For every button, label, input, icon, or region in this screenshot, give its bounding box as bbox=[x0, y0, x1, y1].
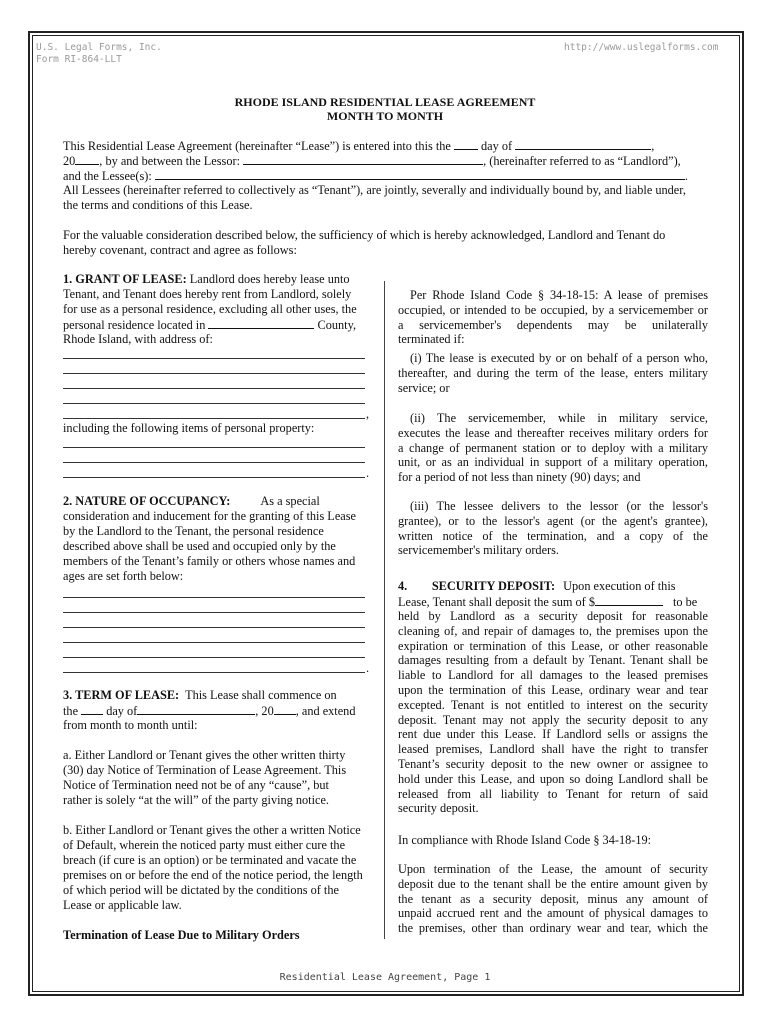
section-4-body-line: cleaning of, and repair of damages to, the premises upon the bbox=[398, 623, 708, 638]
section-1-line-2: Tenant, and Tenant does hereby rent from Landlord, solely bbox=[63, 287, 352, 301]
section-4-body-line: released from all liability to Tenant for return of said bbox=[398, 786, 708, 801]
consideration-line-2: hereby covenant, contract and agree as follows: bbox=[63, 243, 297, 257]
section-1-line-1: 1. GRANT OF LEASE: Landlord does hereby lease unto bbox=[63, 272, 350, 286]
section-2-line-6: ages are set forth below: bbox=[63, 569, 184, 583]
section-3-heading: 3. TERM OF LEASE: bbox=[63, 688, 180, 702]
occupant-line[interactable] bbox=[63, 657, 365, 658]
intro-line-1: This Residential Lease Agreement (hereinafter “Lease”) is entered into this the day of , bbox=[63, 139, 655, 153]
section-4-body-line: held by Landlord as a security deposit for reasonable bbox=[398, 609, 708, 623]
section-1-line-5: Rhode Island, with address of: bbox=[63, 332, 213, 346]
address-line[interactable] bbox=[63, 358, 365, 359]
deposit-amount-blank[interactable] bbox=[595, 594, 663, 606]
option-a-line-2: (30) day Notice of Termination of Lease Agreement. This bbox=[63, 763, 347, 777]
section-2-line-3: by the Landlord to the Tenant, the personal residence bbox=[63, 524, 324, 538]
compliance-note: In compliance with Rhode Island Code § 34-18-19: bbox=[398, 833, 652, 847]
option-a-line-4: rather is solely “at the will” of the party giving notice. bbox=[63, 793, 330, 807]
option-b-line-4: premises on or before the end of the notice period, the length bbox=[63, 868, 363, 882]
military-paragraph-line: a servicemember's dependents may be unilaterally bbox=[398, 317, 708, 332]
address-comma: , bbox=[366, 407, 370, 421]
county-blank[interactable] bbox=[208, 317, 314, 329]
section-2-line-4: described above shall be used and occupied only by the bbox=[63, 539, 336, 553]
option-b-line-6: Lease or applicable law. bbox=[63, 898, 182, 912]
section-4-body-line: upon the termination of this Lease, ordinary wear and tear bbox=[398, 683, 708, 697]
section-1-line-6: including the following items of personal property: bbox=[63, 421, 315, 435]
section-2-line-2: consideration and inducement for the granting of this Lease bbox=[63, 509, 356, 523]
intro-line-4: All Lessees (hereinafter referred to collectively as “Tenant”), are jointly, severally and individually bound by, and liable under, bbox=[63, 183, 686, 197]
security-termination-line: deposit due to the tenant shall be the entire amount given by bbox=[398, 876, 708, 891]
address-line[interactable] bbox=[63, 418, 365, 419]
section-4-body-line: rent due under this Lease. If Landlord sells or assigns the bbox=[398, 727, 708, 742]
intro-line-2: 20 , by and between the Lessor: , (hereinafter referred to as “Landlord”), bbox=[63, 154, 681, 168]
property-line[interactable] bbox=[63, 447, 365, 448]
intro-line-3: and the Lessee(s): . bbox=[63, 169, 688, 183]
military-clause-i-line: service; or bbox=[398, 380, 450, 395]
section-1-heading: 1. GRANT OF LEASE: bbox=[63, 272, 187, 286]
occupant-line[interactable] bbox=[63, 627, 365, 628]
section-4-body-line: security deposit. bbox=[398, 801, 479, 816]
option-b-line-3: breach (if cure is an option) or be terminated and vacate the bbox=[63, 853, 357, 867]
security-termination-line: the premises, other than ordinary wear and tear, which the bbox=[398, 921, 708, 936]
document-title: RHODE ISLAND RESIDENTIAL LEASE AGREEMENT bbox=[234, 95, 536, 109]
occupant-period: . bbox=[366, 661, 370, 675]
occupant-line[interactable] bbox=[63, 672, 365, 673]
occupant-line[interactable] bbox=[63, 597, 365, 598]
property-line[interactable] bbox=[63, 462, 365, 463]
military-clause-iii-line: (iii) The lessee delivers to the lessor (or the lessor's bbox=[410, 499, 708, 513]
military-clause-ii-line: unit, or as an individual in support of a military operation, bbox=[398, 455, 708, 470]
section-4-body-line: leased premises, Landlord shall have the right to transfer bbox=[398, 742, 708, 757]
security-termination-line: unpaid accrued rent and the amount of physical damages to bbox=[398, 906, 708, 921]
section-3-line-3: from month to month until: bbox=[63, 718, 198, 732]
section-2-heading: 2. NATURE OF OCCUPANCY: bbox=[63, 494, 231, 508]
consideration-line-1: For the valuable consideration described below, the sufficiency of which is hereby acknowledged, Landlord and Tenant do bbox=[63, 228, 666, 242]
military-paragraph-line: Per Rhode Island Code § 34-18-15: A lease of premises bbox=[410, 288, 708, 302]
occupant-line[interactable] bbox=[63, 642, 365, 643]
military-clause-ii-line: for a period of not less than ninety (90) days; and bbox=[398, 470, 641, 485]
property-period: . bbox=[366, 466, 370, 480]
military-clause-iii-line: written notice of the termination, and a copy of the bbox=[398, 528, 708, 543]
option-b-line-1: b. Either Landlord or Tenant gives the other a written Notice bbox=[63, 823, 361, 837]
military-clause-ii-line: (ii) The servicemember, while in military service, bbox=[410, 411, 708, 425]
column-separator bbox=[384, 281, 385, 939]
section-4-body-line: hold under this Lease, and upon so doing Landlord shall be bbox=[398, 771, 708, 786]
header-url: http://www.uslegalforms.com bbox=[564, 42, 719, 53]
month-blank[interactable] bbox=[515, 138, 651, 150]
military-clause-i-line: thereafter, and during the term of the lease, enters military bbox=[398, 365, 708, 380]
commence-month-blank[interactable] bbox=[137, 703, 255, 715]
military-clause-i-line: (i) The lease is executed by or on behalf of a person who, bbox=[410, 351, 708, 365]
header-company: U.S. Legal Forms, Inc. bbox=[36, 42, 162, 53]
section-1-line-4: personal residence located in County, bbox=[63, 318, 357, 332]
section-4-body-line: liable to Landlord for all damages to the leased premises bbox=[398, 668, 708, 683]
section-4-body-line: excepted. Tenant is not entitled to interest on the security bbox=[398, 697, 708, 712]
commence-year-blank[interactable] bbox=[274, 703, 296, 715]
section-4-body-line: damages resulting from a default by Tenant. Tenant shall be bbox=[398, 653, 708, 668]
section-2-line-1: 2. NATURE OF OCCUPANCY: As a special bbox=[63, 494, 320, 508]
military-paragraph-line: occupied, or intended to be occupied, by a servicemember or bbox=[398, 302, 708, 317]
address-line[interactable] bbox=[63, 388, 365, 389]
address-line[interactable] bbox=[63, 373, 365, 374]
section-4-line-1: 4. SECURITY DEPOSIT: Upon execution of this bbox=[398, 579, 676, 593]
security-termination-line: the tenant as a security deposit, minus any amount of bbox=[398, 891, 708, 906]
military-heading: Termination of Lease Due to Military Orders bbox=[63, 928, 300, 942]
section-3-line-2: the day of , 20 , and extend bbox=[63, 704, 356, 718]
header-form-id: Form RI-864-LLT bbox=[36, 54, 122, 65]
option-b-line-5: of which period will be dictated by the conditions of the bbox=[63, 883, 339, 897]
section-4-line-2: Lease, Tenant shall deposit the sum of $ to be bbox=[398, 595, 698, 609]
military-paragraph-line: terminated if: bbox=[398, 332, 465, 347]
military-clause-iii-line: grantee), or to the lessor's agent (or the agent's grantee), bbox=[398, 513, 708, 528]
commence-day-blank[interactable] bbox=[81, 703, 103, 715]
lessor-blank[interactable] bbox=[243, 153, 483, 165]
option-a-line-3: Notice of Termination need not be of any “cause”, but bbox=[63, 778, 329, 792]
section-4-body-line: expiration or termination of this Lease, or other reasonable bbox=[398, 638, 708, 653]
option-a-line-1: a. Either Landlord or Tenant gives the other written thirty bbox=[63, 748, 346, 762]
security-termination-line: Upon termination of the Lease, the amount of security bbox=[398, 862, 708, 876]
section-1-line-3: for use as a personal residence, excluding all other uses, the bbox=[63, 302, 357, 316]
page-footer: Residential Lease Agreement, Page 1 bbox=[279, 972, 491, 983]
section-4-heading: 4. SECURITY DEPOSIT: bbox=[398, 579, 556, 593]
section-4-body-line: Tenant’s security deposit to the new owner or assignee to bbox=[398, 757, 708, 771]
lessee-blank[interactable] bbox=[155, 168, 685, 180]
property-line[interactable] bbox=[63, 477, 365, 478]
option-b-line-2: of Default, wherein the noticed party must either cure the bbox=[63, 838, 346, 852]
military-clause-iii-line: servicemember's military orders. bbox=[398, 543, 559, 558]
document-subtitle: MONTH TO MONTH bbox=[326, 109, 444, 123]
military-clause-ii-line: a change of permanent station or to deploy with a military bbox=[398, 440, 708, 455]
day-blank[interactable] bbox=[454, 138, 478, 150]
address-line[interactable] bbox=[63, 403, 365, 404]
intro-line-5: the terms and conditions of this Lease. bbox=[63, 198, 253, 212]
occupant-line[interactable] bbox=[63, 612, 365, 613]
section-3-line-1: 3. TERM OF LEASE: This Lease shall commence on bbox=[63, 688, 337, 702]
military-clause-ii-line: executes the lease and thereafter receives military orders for bbox=[398, 425, 708, 440]
section-2-line-5: members of the Tenant’s family or others whose names and bbox=[63, 554, 356, 568]
section-4-body-line: deposit. Tenant may not apply the security deposit to any bbox=[398, 712, 708, 727]
year-blank[interactable] bbox=[75, 153, 99, 165]
